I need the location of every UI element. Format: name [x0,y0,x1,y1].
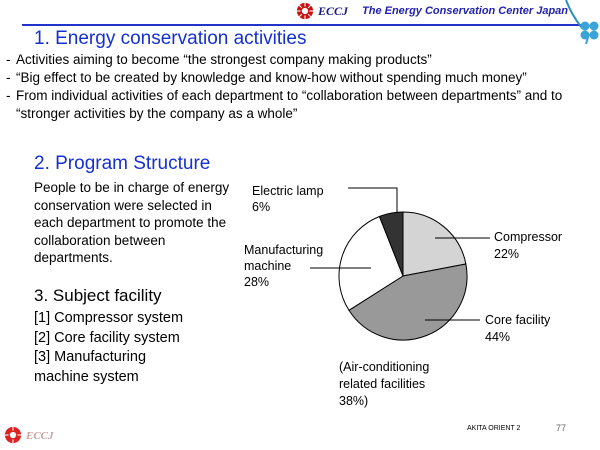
footer-logo-icon [4,426,22,444]
list-item: [3] Manufacturing [34,349,147,365]
label-electric-lamp: Electric lamp 6% [252,184,324,214]
section2-body: People to be in charge of energy conservation were selected in each department to promote the collaboration between departments. [34,180,230,265]
section2-title: 2. Program Structure [34,153,211,174]
label-core-facility: Core facility 44% [485,313,551,344]
label-manufacturing: Manufacturing machine 28% [244,243,324,289]
footer-logo-text: ECCJ [26,430,54,442]
bullet-item: - From individual activities of each department to “collaboration between departments” and to “stronger activities by the company as a whole” [6,88,563,121]
bullet-item: - Activities aiming to become “the strongest company making products” [6,52,432,67]
annotation-air-conditioning: (Air-conditioning related facilities 38%) [339,360,430,408]
header-logo-text: ECCJ [318,4,349,18]
leader-line-electric [348,188,397,213]
list-item-continuation: machine system [34,368,139,385]
label-compressor: Compressor 22% [494,230,563,261]
list-item: [2] Core facility system [34,329,180,346]
bullet-item: - “Big effect to be created by knowledge and know-how without spending much money” [6,70,527,85]
footer-reference: AKITA ORIENT 2 [467,425,521,432]
organization-name: The Energy Conservation Center Japan [362,5,568,17]
list-item: [1] Compressor system [34,310,184,326]
section1-title: 1. Energy conservation activities [34,28,307,49]
page-number: 77 [556,423,567,433]
section3-title: 3. Subject facility [34,286,162,305]
